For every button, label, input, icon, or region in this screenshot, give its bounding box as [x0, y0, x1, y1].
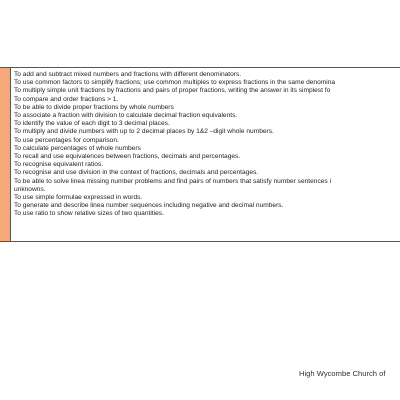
- objective-item: To use ratio to show relative sizes of two quantities.: [14, 210, 164, 218]
- objective-item: To multiply and divide numbers with up to 2 decimal places by 1&2 –digit whole numbers.: [14, 128, 274, 136]
- objective-item: To be able to divide proper fractions by whole numbers: [14, 103, 174, 111]
- objective-item: To multiply simple unit fractions by fractions and pairs of proper fractions, writing the answer in its simplest fo: [14, 87, 331, 95]
- objective-item: unknowns.: [14, 185, 46, 193]
- objective-item: To compare and order fractions > 1.: [14, 95, 119, 103]
- objectives-table: [0, 67, 400, 242]
- objective-item: To be able to solve linea missing number problems and find pairs of numbers that satisfy number sentences i: [14, 177, 332, 185]
- objective-item: To generate and describe linea number sequences including negative and decimal numbers.: [14, 202, 284, 210]
- objective-item: To use simple formulae expressed in words.: [14, 194, 143, 202]
- objective-item: To use percentages for comparison.: [14, 136, 119, 144]
- objective-item: To calculate percentages of whole numbers: [14, 144, 141, 152]
- objective-item: To recognise equivalent ratios.: [14, 161, 104, 169]
- objective-item: To associate a fraction with division to calculate decimal fraction equivalents.: [14, 112, 238, 120]
- objective-item: To recall and use equivalences between fractions, decimals and percentages.: [14, 153, 241, 161]
- objective-item: To identify the value of each digit to 3 decimal places.: [14, 120, 170, 128]
- accent-column: [0, 68, 11, 241]
- objective-item: To use common factors to simplify fractions; use common multiples to express fractions in the same denomina: [14, 79, 336, 87]
- objective-item: To recognise and use division in the context of fractions, decimals and percentages.: [14, 169, 259, 177]
- objectives-list: [11, 68, 400, 241]
- footer-school-name: High Wycombe Church of: [299, 369, 386, 378]
- objective-item: To add and subtract mixed numbers and fractions with different denominators.: [14, 71, 242, 78]
